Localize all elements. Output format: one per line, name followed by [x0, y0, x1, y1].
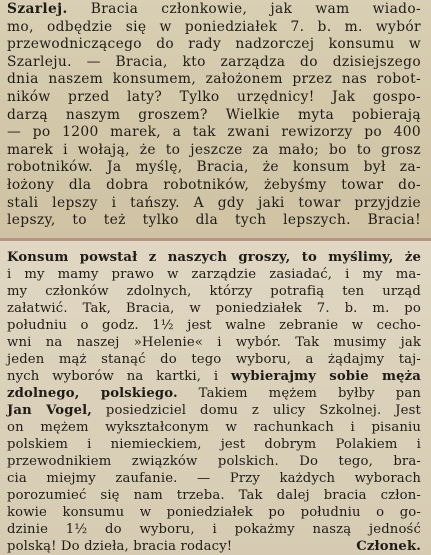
text-run: darzą naszym groszem? Wielkie myta pobierają: [7, 106, 421, 123]
text-run: Szarleju. — Bracia, kto zarządza do dzisiejszego: [7, 53, 421, 70]
article-body: [7, 249, 421, 538]
text-line: [7, 54, 421, 72]
text-line: [7, 71, 421, 89]
text-line: [7, 419, 421, 436]
text-line: [7, 317, 421, 334]
text-line: [7, 334, 421, 351]
text-run: robotników. Ja myślę, Bracia, że konsum był za-: [7, 159, 421, 176]
text-run: dnia naszem konsumem, założonem przez nas robot-: [7, 71, 421, 88]
text-line: [7, 89, 421, 107]
text-run: załatwić. Tak, Bracia, w poniedziałek 7. b. m. po: [7, 301, 421, 316]
text-line: [7, 487, 421, 504]
bold-text: zdolnego, polskiego.: [7, 386, 178, 401]
text-line: [7, 351, 421, 368]
bold-text: Szarlej.: [7, 1, 68, 17]
text-line: [7, 177, 421, 195]
text-run: łożony dla dobra robotników, żebyśmy towar do-: [7, 176, 421, 193]
text-line: [7, 266, 421, 283]
text-run: polskiem i niemieckiem, jest dobrym Polakiem i: [7, 437, 421, 452]
text-run: my członków zdolnych, którzy potrafią ten urząd: [7, 284, 421, 299]
text-line: [7, 107, 421, 125]
text-line: [7, 453, 421, 470]
text-run: cia miejmy zaufanie. — Przy każdych wyborach: [7, 471, 421, 486]
bold-text: wybierajmy sobie męża: [231, 369, 422, 384]
text-line: [7, 470, 421, 487]
article-szarlej-top: [0, 0, 431, 238]
bold-text: Konsum powstał z naszych groszy, to myślimy, że: [7, 250, 421, 265]
text-line: [7, 249, 421, 266]
closing-line: [7, 538, 421, 555]
text-run: przewodniczącego do rady nadzorczej konsumu w: [7, 36, 421, 53]
text-line: [7, 195, 421, 213]
text-line: [7, 368, 421, 385]
text-line: [7, 436, 421, 453]
text-line: [7, 1, 421, 19]
text-run: posiedziciel domu z ulicy Szkolnej. Jest: [92, 403, 421, 418]
text-line: [7, 212, 421, 230]
text-line: [7, 124, 421, 142]
text-run: południu o godz. 1½ jest walne zebranie w cecho-: [7, 318, 421, 333]
text-line: [7, 283, 421, 300]
text-line: [7, 402, 421, 419]
text-line: [7, 36, 421, 54]
text-run: stali lepszy i tańszy. A gdy jaki towar przyjdzie: [7, 194, 421, 211]
text-line: [7, 521, 421, 538]
closing-text: polską! Do dzieła, bracia rodacy!: [7, 539, 233, 554]
text-line: [7, 142, 421, 160]
text-run: nych wyborów na kartki, i: [7, 369, 232, 384]
text-run: jeden mąż stanąć do tego wyboru, a żądajmy taj-: [7, 352, 421, 367]
text-run: lepszy, to też tylko dla tych lepszych. Bracia!: [7, 212, 421, 229]
text-line: [7, 385, 421, 402]
text-line: [7, 504, 421, 521]
text-run: Bracia członkowie, jak wam wiado-: [67, 1, 421, 17]
text-run: wni na naszej »Helenie« i wybór. Tak musimy jak: [7, 335, 421, 350]
text-run: mo, odbędzie się w poniedziałek 7. b. m. wybór: [7, 18, 421, 35]
signature: Członek.: [356, 539, 421, 554]
text-run: marek i wołają, że to jeszcze za mało; bo to grosz: [7, 141, 421, 158]
text-run: — po 1200 marek, a tak zwani rewizorzy po 400: [7, 124, 421, 141]
text-line: [7, 159, 421, 177]
text-run: porozumieć się nam trzeba. Tak dalej bracia człon-: [7, 488, 421, 503]
text-run: Takiem mężem byłby pan: [177, 386, 421, 401]
text-run: dzinie 1½ do wyboru, i pokażmy naszą jedność: [7, 522, 421, 537]
text-run: on mężem wykształconym w rachunkach i pisaniu: [7, 420, 421, 435]
text-run: kowie konsumu w poniedziałek po południu o go-: [7, 505, 421, 520]
text-run: i my mamy prawo w zarządzie zasiadać, i my ma-: [7, 267, 421, 282]
text-line: [7, 300, 421, 317]
text-run: przewodnikiem związków polskich. Do tego, bra-: [7, 454, 421, 469]
text-line: [7, 19, 421, 37]
bold-text: Jan Vogel,: [7, 403, 93, 418]
text-run: ników przed laty? Tylko urzędnicy! Jak gospo-: [7, 88, 421, 105]
article-szarlej-bottom: [0, 238, 431, 555]
